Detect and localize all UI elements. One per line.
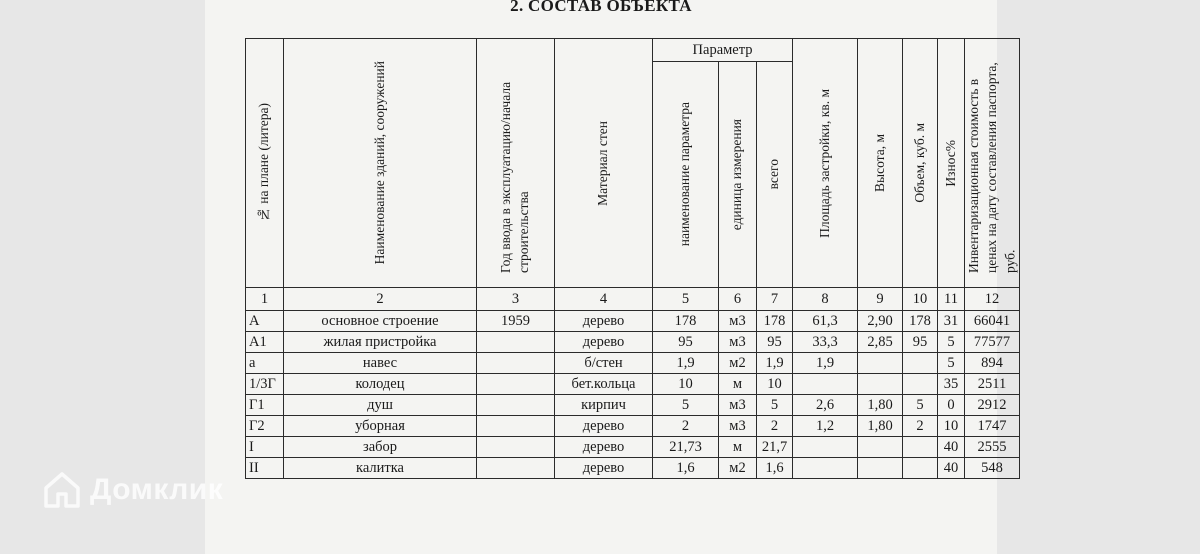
table-cell: душ: [284, 395, 477, 416]
col-header-7: всего: [757, 62, 793, 288]
table-cell: 1,2: [793, 416, 858, 437]
col-header-12: Инвентаризационная стоимость в ценах на дату составления паспорта, руб.: [965, 39, 1020, 288]
param-group-header: Параметр: [653, 39, 793, 62]
col-header-2: Наименование зданий, сооружений: [284, 39, 477, 288]
table-cell: 2555: [965, 437, 1020, 458]
table-cell: А1: [246, 332, 284, 353]
table-cell: 2,90: [858, 311, 903, 332]
col-number: 3: [477, 288, 555, 311]
table-cell: 2,6: [793, 395, 858, 416]
table-row: [246, 458, 1020, 479]
table-cell: 95: [903, 332, 938, 353]
table-cell: 40: [938, 458, 965, 479]
table-cell: 5: [938, 332, 965, 353]
table-cell: II: [246, 458, 284, 479]
table-cell: дерево: [555, 437, 653, 458]
table-cell: 31: [938, 311, 965, 332]
table-cell: 894: [965, 353, 1020, 374]
table-cell: [477, 395, 555, 416]
col-number: 12: [965, 288, 1020, 311]
table-cell: 2: [757, 416, 793, 437]
watermark-text: Домклик: [90, 473, 224, 506]
table-cell: м3: [719, 395, 757, 416]
table-cell: [793, 374, 858, 395]
table-cell: 61,3: [793, 311, 858, 332]
table-cell: 33,3: [793, 332, 858, 353]
table-cell: I: [246, 437, 284, 458]
table-cell: 0: [938, 395, 965, 416]
col-number: 6: [719, 288, 757, 311]
col-header-3: Год ввода в эксплуатацию/начала строительства: [477, 39, 555, 288]
table-cell: 1,9: [793, 353, 858, 374]
col-number: 9: [858, 288, 903, 311]
table-cell: 1,80: [858, 416, 903, 437]
col-header-8: Площадь застройки, кв. м: [793, 39, 858, 288]
table-cell: 10: [653, 374, 719, 395]
table-cell: 5: [903, 395, 938, 416]
table-cell: 2,85: [858, 332, 903, 353]
table-row: [246, 437, 1020, 458]
col-number: 4: [555, 288, 653, 311]
table-cell: 178: [757, 311, 793, 332]
table-cell: дерево: [555, 416, 653, 437]
table-cell: [793, 458, 858, 479]
section-title: 2. СОСТАВ ОБЪЕКТА: [510, 0, 692, 15]
table-cell: 1,6: [757, 458, 793, 479]
table-cell: дерево: [555, 458, 653, 479]
col-header-1: № на плане (литера): [246, 39, 284, 288]
table-cell: 2511: [965, 374, 1020, 395]
table-cell: 1,9: [653, 353, 719, 374]
table-cell: 2912: [965, 395, 1020, 416]
table-cell: забор: [284, 437, 477, 458]
table-cell: Г2: [246, 416, 284, 437]
document-page: [205, 0, 1018, 554]
col-number: 5: [653, 288, 719, 311]
table-cell: [903, 353, 938, 374]
col-number: 8: [793, 288, 858, 311]
table-cell: 178: [903, 311, 938, 332]
table-row: [246, 395, 1020, 416]
table-cell: [858, 353, 903, 374]
table-cell: дерево: [555, 311, 653, 332]
table-cell: 95: [653, 332, 719, 353]
table-cell: 1,6: [653, 458, 719, 479]
table-cell: уборная: [284, 416, 477, 437]
table-cell: а: [246, 353, 284, 374]
table-body: [246, 311, 1020, 479]
col-header-5: наименование параметра: [653, 62, 719, 288]
table-row: [246, 332, 1020, 353]
col-number: 10: [903, 288, 938, 311]
table-cell: 95: [757, 332, 793, 353]
table-cell: [477, 458, 555, 479]
table-cell: 5: [757, 395, 793, 416]
col-number: 11: [938, 288, 965, 311]
table-cell: Г1: [246, 395, 284, 416]
table-cell: 1/3Г: [246, 374, 284, 395]
table-cell: основное строение: [284, 311, 477, 332]
table-cell: м3: [719, 311, 757, 332]
column-number-row: [246, 288, 1020, 311]
table-cell: кирпич: [555, 395, 653, 416]
table-cell: [903, 374, 938, 395]
table-row: [246, 353, 1020, 374]
col-header-9: Высота, м: [858, 39, 903, 288]
table-cell: м: [719, 437, 757, 458]
right-margin: [997, 0, 1200, 554]
table-cell: [858, 437, 903, 458]
col-header-4: Материал стен: [555, 39, 653, 288]
table-cell: [793, 437, 858, 458]
table-cell: 21,7: [757, 437, 793, 458]
table-cell: [903, 458, 938, 479]
table-cell: 1,80: [858, 395, 903, 416]
table-cell: [858, 374, 903, 395]
table-cell: 66041: [965, 311, 1020, 332]
table-cell: м3: [719, 416, 757, 437]
table-cell: 1747: [965, 416, 1020, 437]
table-cell: дерево: [555, 332, 653, 353]
table-cell: 77577: [965, 332, 1020, 353]
table-cell: 1,9: [757, 353, 793, 374]
house-logo-icon: [42, 470, 82, 510]
col-number: 1: [246, 288, 284, 311]
col-header-11: Износ%: [938, 39, 965, 288]
table-cell: м: [719, 374, 757, 395]
table-cell: м3: [719, 332, 757, 353]
table-cell: жилая пристройка: [284, 332, 477, 353]
table-cell: 548: [965, 458, 1020, 479]
col-header-10: Объем, куб. м: [903, 39, 938, 288]
table-row: [246, 416, 1020, 437]
table-cell: м2: [719, 353, 757, 374]
table-cell: [477, 416, 555, 437]
table-cell: [477, 437, 555, 458]
col-number: 7: [757, 288, 793, 311]
table-cell: м2: [719, 458, 757, 479]
table-row: [246, 311, 1020, 332]
table-cell: калитка: [284, 458, 477, 479]
table-cell: [477, 374, 555, 395]
table-cell: [477, 332, 555, 353]
table-cell: 10: [757, 374, 793, 395]
col-number: 2: [284, 288, 477, 311]
table-cell: колодец: [284, 374, 477, 395]
table-cell: [477, 353, 555, 374]
table-cell: навес: [284, 353, 477, 374]
table-cell: А: [246, 311, 284, 332]
table-cell: 5: [938, 353, 965, 374]
table-cell: 10: [938, 416, 965, 437]
object-composition-table: [245, 38, 1020, 479]
table-cell: бет.кольца: [555, 374, 653, 395]
col-header-6: единица измерения: [719, 62, 757, 288]
table-cell: 2: [903, 416, 938, 437]
table-cell: 1959: [477, 311, 555, 332]
table-cell: 35: [938, 374, 965, 395]
table-cell: [903, 437, 938, 458]
watermark: [42, 470, 223, 510]
table-cell: б/стен: [555, 353, 653, 374]
table-cell: 2: [653, 416, 719, 437]
table-row: [246, 374, 1020, 395]
table-cell: 21,73: [653, 437, 719, 458]
table-cell: 40: [938, 437, 965, 458]
table-cell: [858, 458, 903, 479]
table-cell: 5: [653, 395, 719, 416]
table-cell: 178: [653, 311, 719, 332]
